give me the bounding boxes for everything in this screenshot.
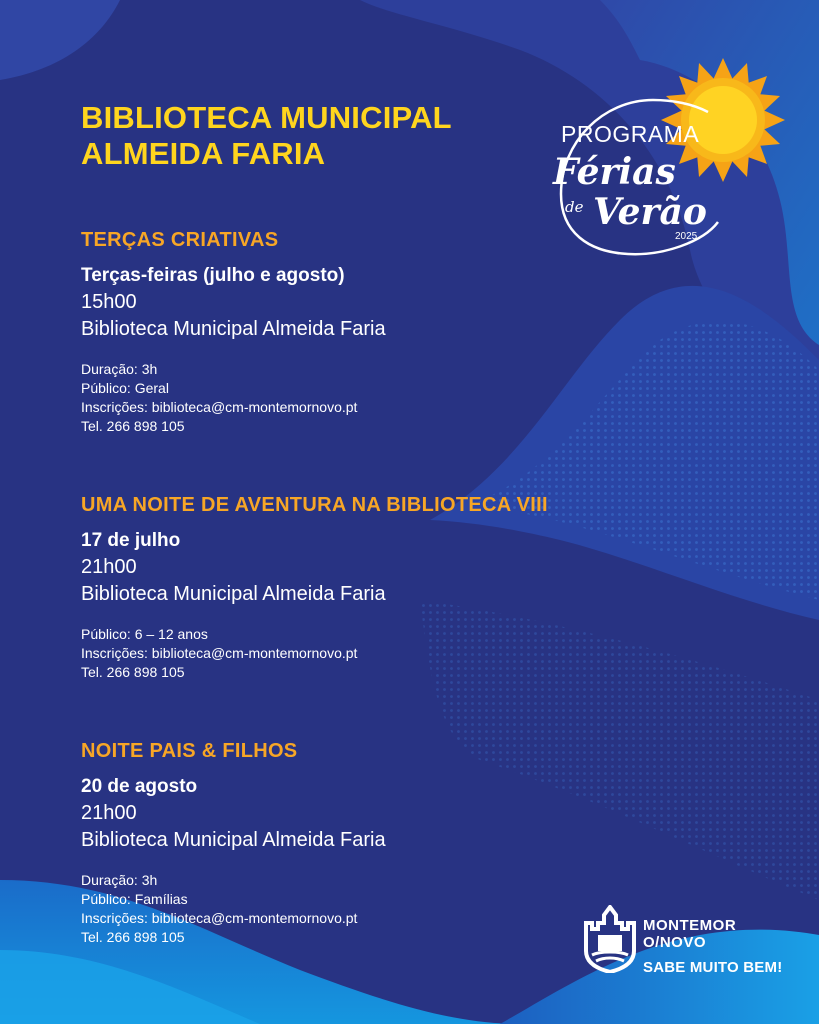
event-noite-aventura — [81, 494, 641, 682]
event-title: NOITE PAIS & FILHOS — [81, 740, 298, 762]
year-text: 2025 — [675, 231, 698, 242]
detail-registration: Inscrições: biblioteca@cm-montemornovo.pt — [81, 399, 358, 415]
brand-name-line2: O/NOVO — [643, 934, 707, 951]
event-details — [81, 360, 641, 436]
detail-phone: Tel. 266 898 105 — [81, 664, 185, 680]
event-noite-pais-filhos — [81, 740, 641, 947]
sun-icon — [661, 58, 785, 182]
detail-duration: Duração: 3h — [81, 872, 158, 888]
event-title: TERÇAS CRIATIVAS — [81, 229, 279, 251]
event-date: 17 de julho — [81, 530, 181, 551]
event-date: 20 de agosto — [81, 776, 198, 797]
detail-audience: Público: Geral — [81, 380, 169, 396]
verao-text: Verão — [593, 191, 707, 233]
brand-name-line1: MONTEMOR — [643, 917, 737, 934]
detail-duration: Duração: 3h — [81, 361, 158, 377]
programa-text: PROGRAMA — [561, 121, 700, 147]
event-title: UMA NOITE DE AVENTURA NA BIBLIOTECA VIII — [81, 494, 548, 516]
event-place: Biblioteca Municipal Almeida Faria — [81, 829, 386, 851]
event-date: Terças-feiras (julho e agosto) — [81, 265, 345, 286]
event-time: 15h00 — [81, 291, 137, 313]
event-time: 21h00 — [81, 556, 137, 578]
event-time: 21h00 — [81, 802, 137, 824]
detail-phone: Tel. 266 898 105 — [81, 418, 185, 434]
detail-registration: Inscrições: biblioteca@cm-montemornovo.pt — [81, 910, 358, 926]
event-tercas-criativas — [81, 229, 641, 436]
detail-phone: Tel. 266 898 105 — [81, 929, 185, 945]
brand-slogan: SABE MUITO BEM! — [643, 959, 783, 976]
castle-shield-icon — [582, 905, 638, 973]
brand-text — [643, 917, 782, 979]
detail-audience: Público: Famílias — [81, 891, 188, 907]
montemor-novo-brand — [582, 905, 802, 975]
page-title-line1: BIBLIOTECA MUNICIPAL — [81, 100, 452, 135]
event-details — [81, 871, 641, 947]
detail-registration: Inscrições: biblioteca@cm-montemornovo.pt — [81, 645, 358, 661]
page-title-line2: ALMEIDA FARIA — [81, 136, 326, 171]
de-text: de — [565, 198, 584, 216]
page-title — [81, 100, 452, 172]
event-place: Biblioteca Municipal Almeida Faria — [81, 583, 386, 605]
event-place: Biblioteca Municipal Almeida Faria — [81, 318, 386, 340]
ferias-text: Férias — [553, 151, 676, 193]
detail-audience: Público: 6 – 12 anos — [81, 626, 208, 642]
event-details — [81, 625, 641, 682]
